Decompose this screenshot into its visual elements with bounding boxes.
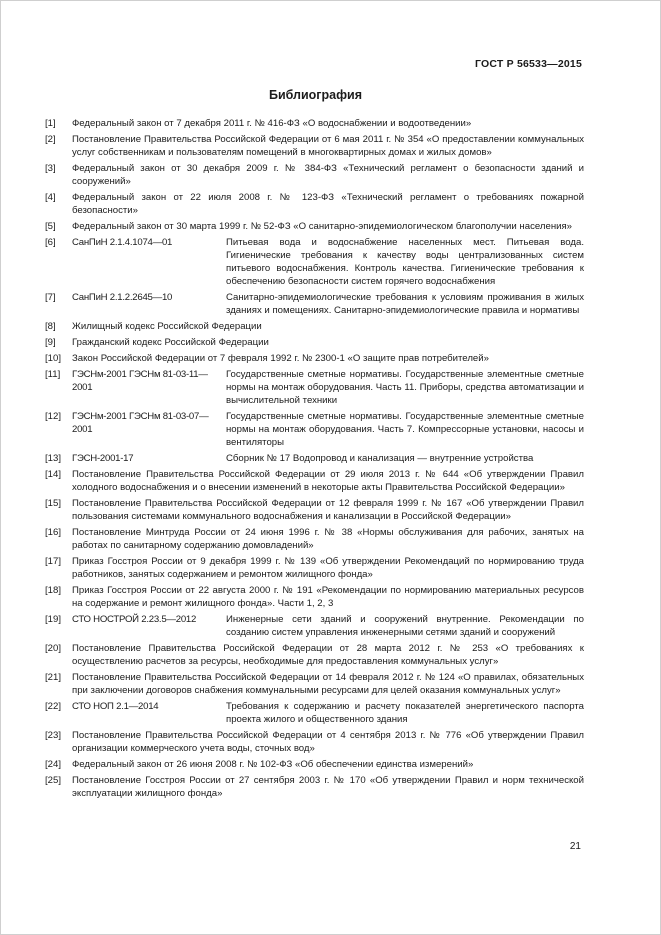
entry-text: Федеральный закон от 30 марта 1999 г. № 52-ФЗ «О санитарно-эпидемиологическом благополучии населения» xyxy=(72,221,573,232)
bibliography-entry xyxy=(45,291,584,317)
entry-number: [1] xyxy=(45,118,56,129)
entry-number: [4] xyxy=(45,192,56,203)
entry-number: [17] xyxy=(45,556,62,567)
page-number: 21 xyxy=(569,841,581,852)
entry-number: [12] xyxy=(45,411,62,422)
bibliography-entry xyxy=(45,368,584,407)
entry-description: Инженерные сети зданий и сооружений внутренние. Рекомендации по созданию систем управления инженерными сетями зданий и сооружений xyxy=(226,614,584,638)
entry-number: [21] xyxy=(45,672,62,683)
entry-number: [8] xyxy=(45,321,56,332)
entry-number: [9] xyxy=(45,337,56,348)
entry-text: Закон Российской Федерации от 7 февраля 1992 г. № 2300-1 «О защите прав потребителей» xyxy=(72,353,489,364)
entry-number: [24] xyxy=(45,759,62,770)
bibliography-entry xyxy=(45,671,584,697)
entry-text: Постановление Минтруда России от 24 июня 1996 г. № 38 «Нормы обслуживания для рабочих, занятых на работах по санитарному содержанию домовладений» xyxy=(72,527,584,551)
bibliography-entry xyxy=(45,220,584,233)
bibliography-entry xyxy=(45,700,584,726)
entry-text: Гражданский кодекс Российской Федерации xyxy=(72,337,269,348)
bibliography-entry xyxy=(45,236,584,288)
bibliography-list xyxy=(45,117,584,803)
entry-number: [13] xyxy=(45,453,62,464)
bibliography-entry xyxy=(45,336,584,349)
bibliography-entry xyxy=(45,613,584,639)
entry-body xyxy=(72,700,584,726)
bibliography-entry xyxy=(45,320,584,333)
bibliography-entry xyxy=(45,468,584,494)
entry-text: Постановление Правительства Российской Федерации от 28 марта 2012 г. № 253 «О требованиях к осуществлению расчетов за ресурсы, необходимые для предоставления коммунальных услуг» xyxy=(72,643,584,667)
entry-number: [2] xyxy=(45,134,56,145)
bibliography-entry xyxy=(45,410,584,449)
bibliography-entry xyxy=(45,584,584,610)
bibliography-entry xyxy=(45,526,584,552)
entry-number: [3] xyxy=(45,163,56,174)
entry-body xyxy=(72,410,584,449)
entry-body xyxy=(72,236,584,288)
entry-body xyxy=(72,368,584,407)
doc-code: ГОСТ Р 56533—2015 xyxy=(474,58,582,70)
entry-label: СТО НОП 2.1—2014 xyxy=(72,701,159,712)
entry-body xyxy=(72,613,584,639)
entry-number: [15] xyxy=(45,498,62,509)
bibliography-entry xyxy=(45,133,584,159)
entry-label: ГЭСН-2001-17 xyxy=(72,453,134,464)
entry-text: Федеральный закон от 26 июня 2008 г. № 102-ФЗ «Об обеспечении единства измерений» xyxy=(72,759,474,770)
entry-description: Питьевая вода и водоснабжение населенных мест. Питьевая вода. Гигиенические требования к качеству воды централизованных систем питьевого водоснабжения. Контроль качества. Гигиенические требования к обеспечению безопасности систем горячего водоснабжения xyxy=(226,237,584,287)
bibliography-entry xyxy=(45,452,584,465)
entry-number: [10] xyxy=(45,353,62,364)
bibliography-entry xyxy=(45,117,584,130)
entry-text: Приказ Госстроя России от 22 августа 2000 г. № 191 «Рекомендации по нормированию материальных ресурсов на содержание и ремонт жилищного фонда». Части 1, 2, 3 xyxy=(72,585,584,609)
entry-body xyxy=(72,452,584,465)
bibliography-entry xyxy=(45,774,584,800)
entry-number: [22] xyxy=(45,701,62,712)
entry-text: Федеральный закон от 7 декабря 2011 г. № 416-ФЗ «О водоснабжении и водоотведении» xyxy=(72,118,472,129)
entry-description: Санитарно-эпидемиологические требования к условиям проживания в жилых зданиях и помещениях. Санитарно-эпидемиологические правила и нормативы xyxy=(226,292,584,316)
bibliography-entry xyxy=(45,555,584,581)
entry-number: [25] xyxy=(45,775,62,786)
page-title: Библиография xyxy=(268,88,363,102)
entry-text: Федеральный закон от 22 июля 2008 г. № 123-ФЗ «Технический регламент о требованиях пожарной безопасности» xyxy=(72,192,584,216)
entry-text: Постановление Правительства Российской Федерации от 29 июля 2013 г. № 644 «Об утверждении Правил холодного водоснабжения и о внесении изменений в некоторые акты Правительства Российской Федерации» xyxy=(72,469,584,493)
bibliography-entry xyxy=(45,191,584,217)
entry-number: [23] xyxy=(45,730,62,741)
bibliography-entry xyxy=(45,162,584,188)
entry-text: Постановление Правительства Российской Федерации от 12 февраля 1999 г. № 167 «Об утверждении Правил пользования системами коммунального водоснабжения и канализации в Российской Федерации» xyxy=(72,498,584,522)
entry-text: Жилищный кодекс Российской Федерации xyxy=(72,321,262,332)
entry-label: ГЭСНм-2001 ГЭСНм 81-03-11—2001 xyxy=(72,369,208,393)
entry-description: Государственные сметные нормативы. Государственные элементные сметные нормы на монтаж оборудования. Часть 11. Приборы, средства автоматизации и вычислительной техники xyxy=(226,369,584,406)
bibliography-entry xyxy=(45,642,584,668)
entry-number: [14] xyxy=(45,469,62,480)
entry-text: Приказ Госстроя России от 9 декабря 1999 г. № 139 «Об утверждении Рекомендаций по нормированию труда работников, занятых содержанием и ремонтом жилищного фонда» xyxy=(72,556,584,580)
entry-text: Постановление Госстроя России от 27 сентября 2003 г. № 170 «Об утверждении Правил и норм технической эксплуатации жилищного фонда» xyxy=(72,775,584,799)
entry-number: [5] xyxy=(45,221,56,232)
bibliography-entry xyxy=(45,758,584,771)
entry-label: СанПиН 2.1.2.2645—10 xyxy=(72,292,173,303)
entry-description: Требования к содержанию и расчету показателей энергетического паспорта проекта жилого и общественного здания xyxy=(226,701,584,725)
entry-description: Сборник № 17 Водопровод и канализация — внутренние устройства xyxy=(226,453,534,464)
entry-number: [6] xyxy=(45,237,56,248)
entry-number: [16] xyxy=(45,527,62,538)
entry-number: [20] xyxy=(45,643,62,654)
entry-number: [19] xyxy=(45,614,62,625)
entry-text: Постановление Правительства Российской Федерации от 4 сентября 2013 г. № 776 «Об утверждении Правил организации коммерческого учета воды, сточных вод» xyxy=(72,730,584,754)
entry-label: ГЭСНм-2001 ГЭСНм 81-03-07—2001 xyxy=(72,411,209,435)
entry-description: Государственные сметные нормативы. Государственные элементные сметные нормы на монтаж оборудования. Часть 7. Компрессорные установки, насосы и вентиляторы xyxy=(226,411,584,448)
bibliography-entry xyxy=(45,497,584,523)
entry-body xyxy=(72,291,584,317)
entry-text: Федеральный закон от 30 декабря 2009 г. № 384-ФЗ «Технический регламент о безопасности зданий и сооружений» xyxy=(72,163,584,187)
entry-number: [7] xyxy=(45,292,56,303)
entry-text: Постановление Правительства Российской Федерации от 6 мая 2011 г. № 354 «О предоставлении коммунальных услуг собственникам и пользователям помещений в многоквартирных домах и жилых домов» xyxy=(72,134,584,158)
bibliography-entry xyxy=(45,729,584,755)
entry-number: [11] xyxy=(45,369,61,380)
bibliography-entry xyxy=(45,352,584,365)
entry-number: [18] xyxy=(45,585,62,596)
entry-label: СТО НОСТРОЙ 2.23.5—2012 xyxy=(72,614,197,625)
entry-label: СанПиН 2.1.4.1074—01 xyxy=(72,237,173,248)
entry-text: Постановление Правительства Российской Федерации от 14 февраля 2012 г. № 124 «О правилах, обязательных при заключении договоров снабжения коммунальными ресурсами для целей оказания коммунальных услуг» xyxy=(72,672,584,696)
